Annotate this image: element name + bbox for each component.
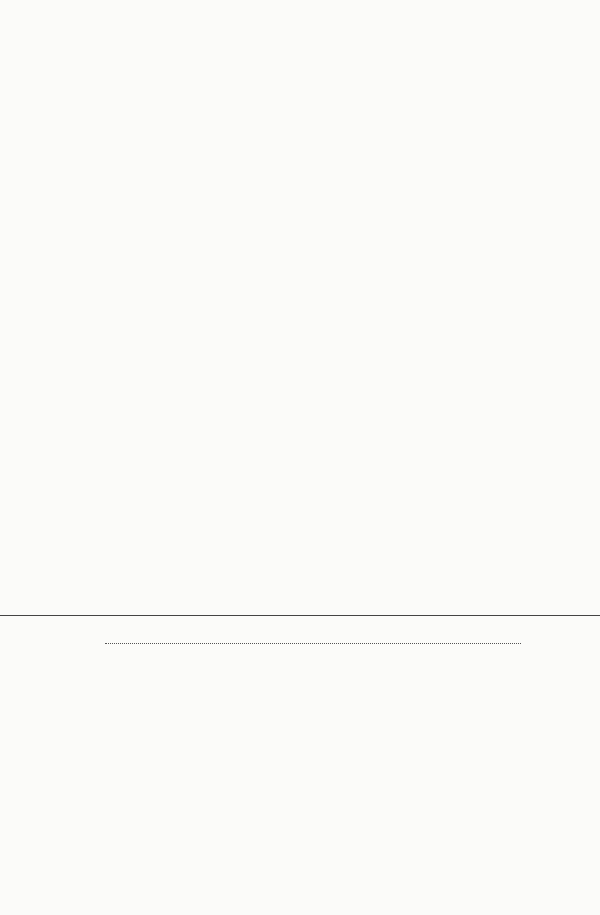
part-divider xyxy=(0,615,600,616)
chapter-entry[interactable] xyxy=(103,632,523,644)
dot-leader xyxy=(105,632,521,644)
part-heading xyxy=(4,590,16,613)
